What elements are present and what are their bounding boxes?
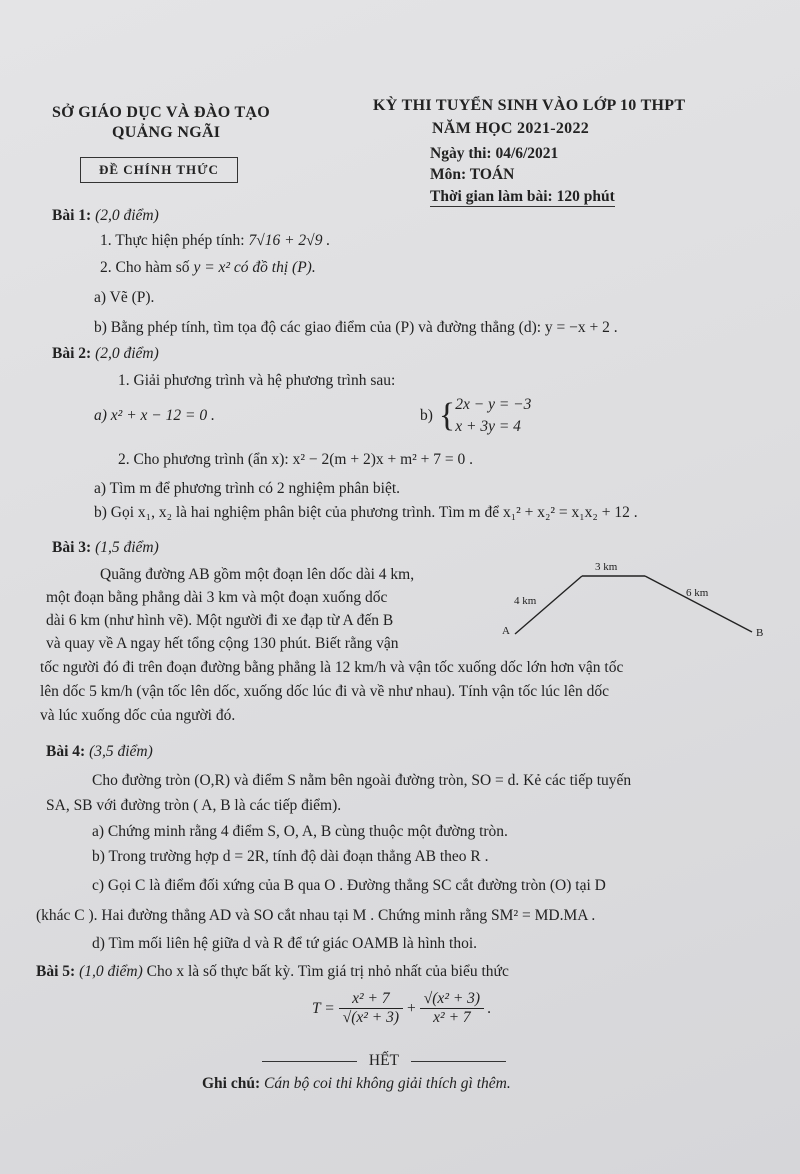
fraction-2-numerator: √(x² + 3): [420, 990, 484, 1009]
bai4-qd: d) Tìm mối liên hệ giữa d và R để tứ giác OAMB là hình thoi.: [92, 935, 478, 952]
bai1-q1: [100, 232, 330, 250]
bai2-title: Bài 2:: [52, 345, 92, 362]
bai4-qb: b) Trong trường hợp d = 2R, tính độ dài đoạn thẳng AB theo R .: [92, 848, 489, 865]
bai3-line1: Quãng đường AB gồm một đoạn lên dốc dài 4 km,: [100, 566, 415, 583]
bai4-qc1: c) Gọi C là điểm đối xứng của B qua O . Đường thẳng SC cắt đường tròn (O) tại D: [92, 877, 606, 894]
downhill-label: 6 km: [686, 587, 709, 599]
bai3-line6: lên dốc 5 km/h (vận tốc lên dốc, xuống dốc lúc đi và về như nhau). Tính vận tốc lúc lên dốc: [40, 683, 609, 700]
province-name: QUẢNG NGÃI: [112, 124, 221, 141]
note-text: Cán bộ coi thi không giải thích gì thêm.: [264, 1075, 511, 1092]
point-a-label: A: [502, 625, 510, 637]
system-brace: {: [438, 397, 456, 434]
fraction-1-numerator: x² + 7: [339, 990, 403, 1009]
bai2-heading: [52, 345, 159, 363]
fraction-1: [339, 990, 403, 1027]
bai1-q2-expr: y = x² có đồ thị (P).: [193, 259, 316, 276]
footer-note: [202, 1075, 511, 1093]
exam-duration: Thời gian làm bài: 120 phút: [430, 188, 615, 205]
bai4-line2: SA, SB với đường tròn ( A, B là các tiếp điểm).: [46, 797, 342, 814]
bai1-q1-expr: 7√16 + 2√9 .: [248, 232, 331, 249]
school-year: NĂM HỌC 2021-2022: [432, 120, 590, 137]
bai2-q2a: a) Tìm m để phương trình có 2 nghiệm phân biệt.: [94, 480, 401, 497]
bai3-line2: một đoạn bằng phẳng dài 3 km và một đoạn xuống dốc: [46, 589, 388, 606]
bai2-q2b: b) Gọi x₁, x₂ là hai nghiệm phân biệt của phương trình. Tìm m để x₁² + x₂² = x₁x₂ + 12 .: [94, 504, 638, 521]
bai4-line1: Cho đường tròn (O,R) và điểm S nằm bên ngoài đường tròn, SO = d. Kẻ các tiếp tuyến: [92, 772, 632, 789]
bai3-title: Bài 3:: [52, 539, 92, 556]
end-marker: [262, 1052, 506, 1070]
plus-sign: +: [407, 999, 416, 1017]
bai5-heading: [36, 963, 509, 981]
bai2-qb-eq2: x + 3y = 4: [455, 418, 521, 435]
point-b-label: B: [756, 627, 764, 639]
bai2-q1: 1. Giải phương trình và hệ phương trình sau:: [118, 372, 396, 389]
bai3-line7: và lúc xuống dốc của người đó.: [40, 707, 236, 724]
bai3-line5: tốc người đó đi trên đoạn đường bằng phẳng là 12 km/h và vận tốc xuống dốc lớn hơn vận tốc: [40, 659, 624, 676]
fraction-2: [420, 990, 484, 1027]
bai1-q1-text: 1. Thực hiện phép tính:: [100, 232, 245, 249]
bai4-points: (3,5 điểm): [89, 743, 153, 760]
end-dash-right: [411, 1061, 506, 1062]
end-dash-left: [262, 1061, 357, 1062]
t-lhs: T =: [312, 999, 335, 1017]
bai2-qb-label: b): [420, 407, 433, 424]
bai1-title: Bài 1:: [52, 207, 92, 224]
bai5-text: Cho x là số thực bất kỳ. Tìm giá trị nhỏ nhất của biểu thức: [146, 963, 509, 980]
expression-end-dot: .: [487, 999, 491, 1017]
bai5-title: Bài 5:: [36, 963, 76, 980]
bai2-qb-eq1: 2x − y = −3: [455, 396, 532, 413]
flat-label: 3 km: [595, 561, 618, 573]
uphill-label: 4 km: [514, 595, 537, 607]
downhill-segment: [645, 576, 752, 632]
bai2-points: (2,0 điểm): [95, 345, 159, 362]
bai5-points: (1,0 điểm): [79, 963, 143, 980]
department-name: SỞ GIÁO DỤC VÀ ĐÀO TẠO: [52, 104, 271, 121]
bai3-line4: và quay về A ngay hết tổng cộng 130 phút. Biết rằng vận: [46, 635, 399, 652]
fraction-2-denominator: x² + 7: [433, 1009, 471, 1026]
bai3-heading: [52, 539, 159, 557]
exam-title: KỲ THI TUYỂN SINH VÀO LỚP 10 THPT: [373, 97, 686, 114]
bai2-system: [455, 394, 531, 438]
bai1-q2-text: 2. Cho hàm số: [100, 259, 190, 276]
bai1-qa: a) Vẽ (P).: [94, 289, 155, 306]
bai1-heading: [52, 207, 159, 225]
bai3-points: (1,5 điểm): [95, 539, 159, 556]
exam-subject: Môn: TOÁN: [430, 166, 515, 183]
bai1-points: (2,0 điểm): [95, 207, 159, 224]
bai4-qc2: (khác C ). Hai đường thẳng AD và SO cắt nhau tại M . Chứng minh rằng SM² = MD.MA .: [36, 907, 596, 924]
bai4-qa: a) Chứng minh rằng 4 điểm S, O, A, B cùng thuộc một đường tròn.: [92, 823, 508, 840]
bai1-q2: [100, 259, 316, 277]
end-text: HẾT: [368, 1052, 400, 1069]
bai3-line3: dài 6 km (như hình vẽ). Một người đi xe đạp từ A đến B: [46, 612, 394, 629]
official-exam-box: ĐỀ CHÍNH THỨC: [80, 157, 238, 183]
exam-date: Ngày thi: 04/6/2021: [430, 145, 559, 162]
bai2-qa: a) x² + x − 12 = 0 .: [94, 407, 215, 424]
fraction-1-denominator: √(x² + 3): [342, 1009, 400, 1026]
bai4-title: Bài 4:: [46, 743, 86, 760]
note-label: Ghi chú:: [202, 1075, 261, 1092]
road-diagram: [490, 556, 780, 648]
bai5-expression: [312, 990, 491, 1027]
bai2-q2: 2. Cho phương trình (ẩn x): x² − 2(m + 2)x + m² + 7 = 0 .: [118, 451, 474, 468]
bai1-qb: b) Bằng phép tính, tìm tọa độ các giao điểm của (P) và đường thẳng (d): y = −x + 2 .: [94, 319, 618, 336]
bai2-qb: [420, 394, 531, 438]
bai4-heading: [46, 743, 153, 761]
